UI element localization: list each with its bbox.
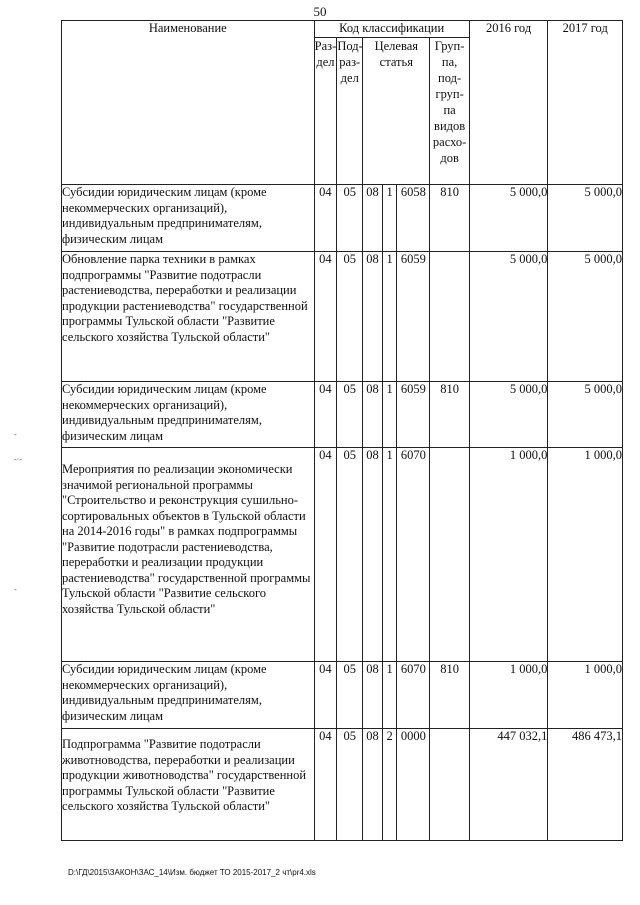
row-2017: 5 000,0	[548, 252, 623, 382]
file-path-footer: D:\ГД\2015\ЗАКОН\ЗАС_14\Изм. бюджет ТО 2015-2017_2 чт\pr4.xls	[68, 868, 316, 877]
row-target-2: 1	[382, 185, 396, 252]
row-2017: 5 000,0	[548, 382, 623, 448]
row-razdel: 04	[314, 729, 337, 841]
row-target-3: 0000	[397, 729, 430, 841]
row-podrazdel: 05	[337, 448, 363, 662]
row-2016: 1 000,0	[469, 448, 548, 662]
row-target-1: 08	[363, 448, 383, 662]
row-2017: 1 000,0	[548, 662, 623, 729]
row-name: Субсидии юридическим лицам (кроме некоммерческих организаций), индивидуальным предпринимателям, физическим лицам	[62, 185, 315, 252]
budget-table	[61, 20, 623, 841]
row-target-3: 6058	[397, 185, 430, 252]
row-target-3: 6070	[397, 662, 430, 729]
row-target-1: 08	[363, 382, 383, 448]
row-group	[430, 448, 469, 662]
row-podrazdel: 05	[337, 382, 363, 448]
header-2016: 2016 год	[469, 21, 548, 185]
row-2017: 1 000,0	[548, 448, 623, 662]
header-name: Наименование	[62, 21, 315, 185]
row-razdel: 04	[314, 382, 337, 448]
row-target-2: 1	[382, 448, 396, 662]
row-target-3: 6059	[397, 382, 430, 448]
row-target-2: 1	[382, 252, 396, 382]
row-razdel: 04	[314, 252, 337, 382]
row-target-3: 6059	[397, 252, 430, 382]
row-razdel: 04	[314, 448, 337, 662]
row-name: Субсидии юридическим лицам (кроме некоммерческих организаций), индивидуальным предпринимателям, физическим лицам	[62, 662, 315, 729]
scan-mark: -	[14, 430, 17, 439]
row-name: Субсидии юридическим лицам (кроме некоммерческих организаций), индивидуальным предпринимателям, физическим лицам	[62, 382, 315, 448]
table-row	[62, 382, 623, 448]
row-name: Подпрограмма "Развитие подотрасли животноводства, переработки и реализации продукции животноводства" государственной программы Тульской области "Развитие сельского хозяйства Тульской области"	[62, 729, 315, 841]
row-2017: 486 473,1	[548, 729, 623, 841]
row-name: Обновление парка техники в рамках подпрограммы "Развитие подотрасли растениеводства, переработки и реализации продукции растениеводства" государственной программы Тульской области "Развитие сельского хозяйства Тульской области"	[62, 252, 315, 382]
row-podrazdel: 05	[337, 729, 363, 841]
row-target-1: 08	[363, 729, 383, 841]
row-2016: 5 000,0	[469, 382, 548, 448]
table-row	[62, 448, 623, 662]
row-podrazdel: 05	[337, 252, 363, 382]
row-group	[430, 252, 469, 382]
table-row	[62, 185, 623, 252]
row-podrazdel: 05	[337, 662, 363, 729]
row-group	[430, 729, 469, 841]
page-number: 50	[313, 4, 327, 19]
header-razdel: Раз-дел	[314, 38, 337, 185]
row-target-2: 1	[382, 382, 396, 448]
row-razdel: 04	[314, 185, 337, 252]
row-target-2: 1	[382, 662, 396, 729]
scan-mark: -	[14, 585, 17, 594]
row-group: 810	[430, 185, 469, 252]
row-razdel: 04	[314, 662, 337, 729]
table-row	[62, 252, 623, 382]
scan-mark: -·-	[14, 455, 22, 464]
row-target-3: 6070	[397, 448, 430, 662]
header-2017: 2017 год	[548, 21, 623, 185]
row-target-1: 08	[363, 185, 383, 252]
header-code: Код классификации	[314, 21, 469, 38]
row-2017: 5 000,0	[548, 185, 623, 252]
row-group: 810	[430, 662, 469, 729]
row-2016: 5 000,0	[469, 252, 548, 382]
header-group: Груп-па, под-груп-па видов расхо-дов	[430, 38, 469, 185]
row-target-1: 08	[363, 662, 383, 729]
row-podrazdel: 05	[337, 185, 363, 252]
header-target: Целевая статья	[363, 38, 430, 185]
row-target-1: 08	[363, 252, 383, 382]
header-podrazdel: Под-раз-дел	[337, 38, 363, 185]
table-row	[62, 662, 623, 729]
row-2016: 1 000,0	[469, 662, 548, 729]
row-target-2: 2	[382, 729, 396, 841]
table-row	[62, 729, 623, 841]
row-2016: 5 000,0	[469, 185, 548, 252]
row-name: Мероприятия по реализации экономически значимой региональной программы "Строительство и реконструкция сушильно-сортировальных объектов в Тульской области на 2014-2016 годы" в рамках подпрограммы "Развитие подотрасли растениеводства, переработки и реализации продукции растениеводства" государственной программы Тульской области "Развитие сельского хозяйства Тульской области"	[62, 448, 315, 662]
row-group: 810	[430, 382, 469, 448]
row-2016: 447 032,1	[469, 729, 548, 841]
